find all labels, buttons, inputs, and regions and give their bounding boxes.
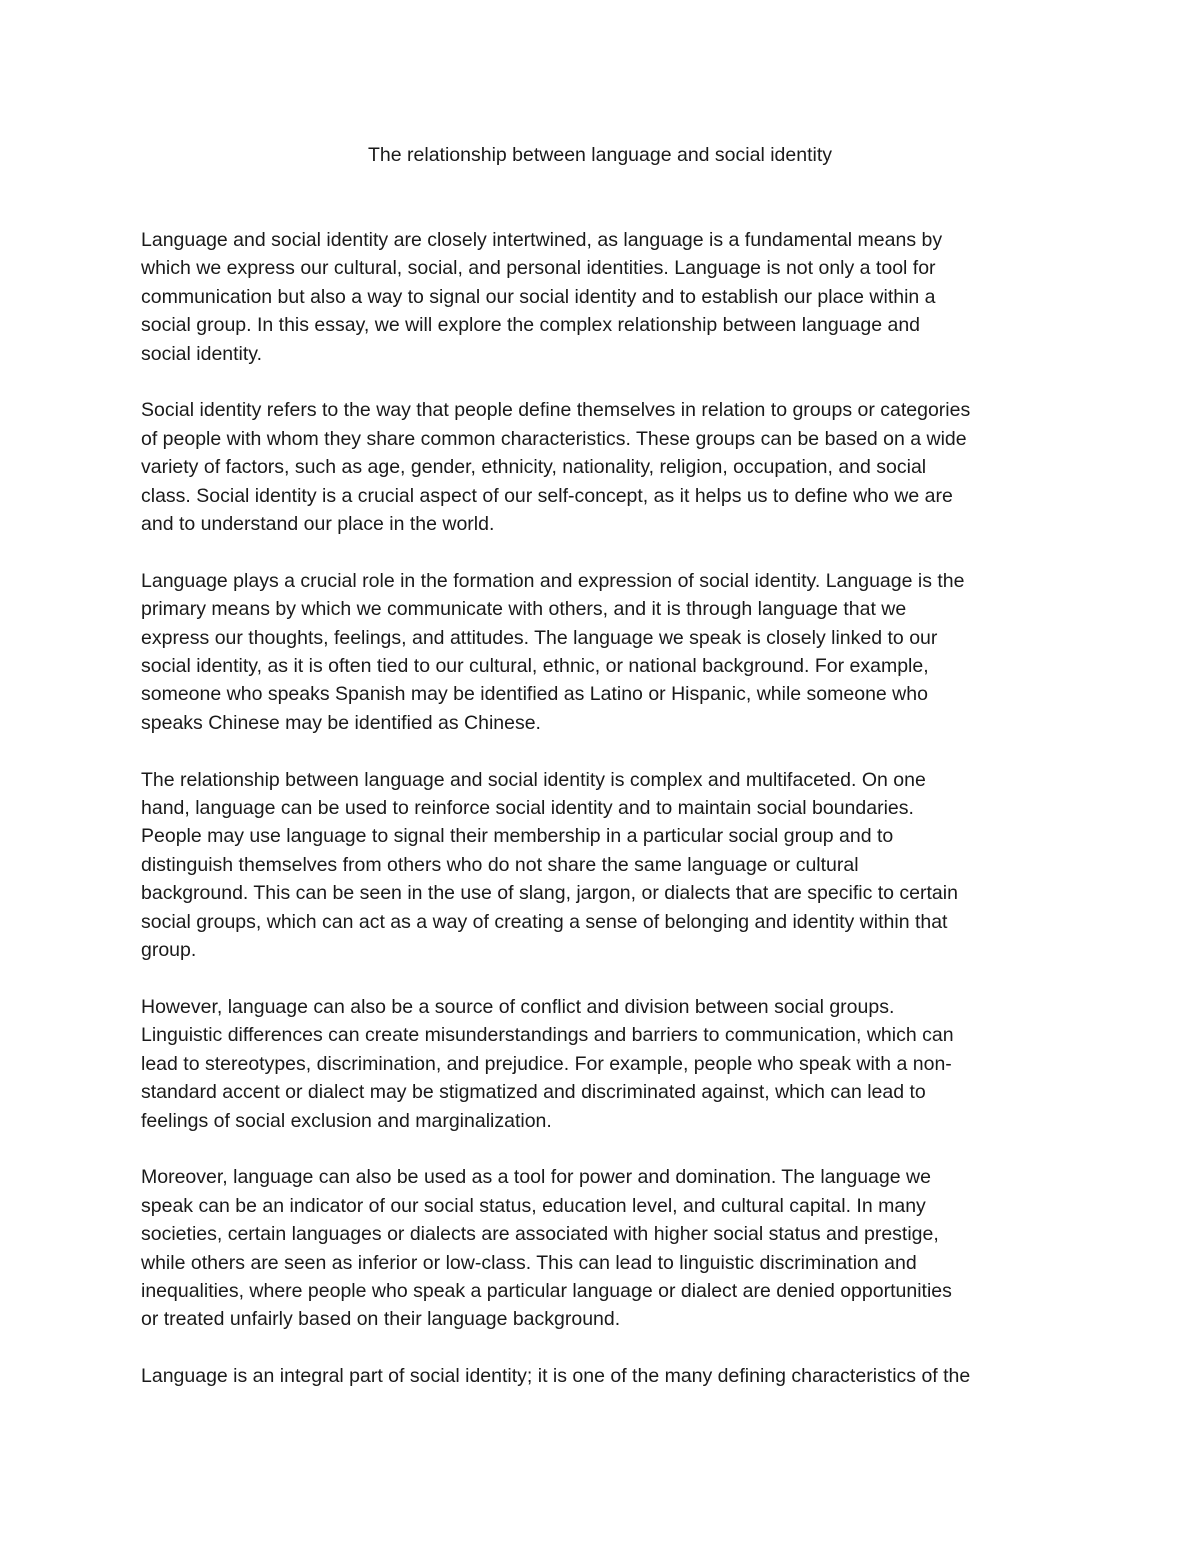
paragraph-line: standard accent or dialect may be stigmatized and discriminated against, which can lead to bbox=[141, 1081, 926, 1104]
paragraph-line: hand, language can be used to reinforce social identity and to maintain social boundaries. bbox=[141, 797, 914, 820]
paragraph-line: social identity. bbox=[141, 342, 263, 365]
paragraph-line: express our thoughts, feelings, and attitudes. The language we speak is closely linked to our bbox=[141, 626, 938, 649]
paragraph-line: Social identity refers to the way that people define themselves in relation to groups or categories bbox=[141, 399, 971, 422]
paragraph-line: speak can be an indicator of our social status, education level, and cultural capital. In many bbox=[141, 1194, 926, 1217]
paragraph-line: variety of factors, such as age, gender, ethnicity, nationality, religion, occupation, and social bbox=[141, 456, 927, 479]
paragraph-line: Linguistic differences can create misunderstandings and barriers to communication, which can bbox=[141, 1024, 954, 1047]
paragraph-2 bbox=[141, 396, 1081, 538]
paragraph-1 bbox=[141, 226, 1081, 368]
paragraph-line: social groups, which can act as a way of creating a sense of belonging and identity within that bbox=[141, 910, 948, 933]
paragraph-line: of people with whom they share common characteristics. These groups can be based on a wide bbox=[141, 427, 967, 450]
paragraph-line: which we express our cultural, social, and personal identities. Language is not only a tool for bbox=[141, 257, 936, 280]
paragraph-line: distinguish themselves from others who do not share the same language or cultural bbox=[141, 853, 859, 876]
paragraph-line: primary means by which we communicate with others, and it is through language that we bbox=[141, 598, 907, 621]
paragraph-line: or treated unfairly based on their language background. bbox=[141, 1308, 621, 1331]
paragraph-line: However, language can also be a source of conflict and division between social groups. bbox=[141, 995, 895, 1018]
paragraph-7 bbox=[141, 1362, 1081, 1390]
paragraph-6 bbox=[141, 1163, 1081, 1333]
paragraph-line: and to understand our place in the world. bbox=[141, 513, 495, 536]
paragraph-line: feelings of social exclusion and marginalization. bbox=[141, 1109, 552, 1132]
paragraph-line: lead to stereotypes, discrimination, and prejudice. For example, people who speak with a non- bbox=[141, 1052, 952, 1075]
document-body bbox=[141, 226, 1081, 1419]
paragraph-line: someone who speaks Spanish may be identified as Latino or Hispanic, while someone who bbox=[141, 683, 928, 706]
paragraph-line: Language and social identity are closely intertwined, as language is a fundamental means by bbox=[141, 229, 943, 251]
paragraph-line: inequalities, where people who speak a particular language or dialect are denied opportunities bbox=[141, 1279, 952, 1302]
paragraph-4 bbox=[141, 766, 1081, 965]
paragraph-line: Moreover, language can also be used as a tool for power and domination. The language we bbox=[141, 1166, 931, 1189]
paragraph-line: speaks Chinese may be identified as Chinese. bbox=[141, 711, 541, 734]
paragraph-line: People may use language to signal their membership in a particular social group and to bbox=[141, 825, 894, 848]
paragraph-line: Language plays a crucial role in the formation and expression of social identity. Language is the bbox=[141, 569, 965, 592]
paragraph-line: social identity, as it is often tied to our cultural, ethnic, or national background. For example, bbox=[141, 655, 929, 678]
paragraph-5 bbox=[141, 993, 1081, 1135]
paragraph-line: Language is an integral part of social identity; it is one of the many defining characteristics of the bbox=[141, 1365, 971, 1388]
paragraph-line: The relationship between language and social identity is complex and multifaceted. On one bbox=[141, 768, 926, 791]
paragraph-line: social group. In this essay, we will explore the complex relationship between language and bbox=[141, 314, 921, 337]
paragraph-line: group. bbox=[141, 939, 197, 962]
paragraph-line: while others are seen as inferior or low-class. This can lead to linguistic discrimination and bbox=[141, 1251, 917, 1274]
paragraph-3 bbox=[141, 567, 1081, 737]
paragraph-line: communication but also a way to signal our social identity and to establish our place within a bbox=[141, 285, 936, 308]
paragraph-line: class. Social identity is a crucial aspect of our self-concept, as it helps us to define who we are bbox=[141, 484, 953, 507]
document-title: The relationship between language and social identity bbox=[368, 144, 832, 166]
paragraph-line: societies, certain languages or dialects are associated with higher social status and prestige, bbox=[141, 1223, 939, 1246]
paragraph-line: background. This can be seen in the use of slang, jargon, or dialects that are specific to certain bbox=[141, 882, 958, 905]
